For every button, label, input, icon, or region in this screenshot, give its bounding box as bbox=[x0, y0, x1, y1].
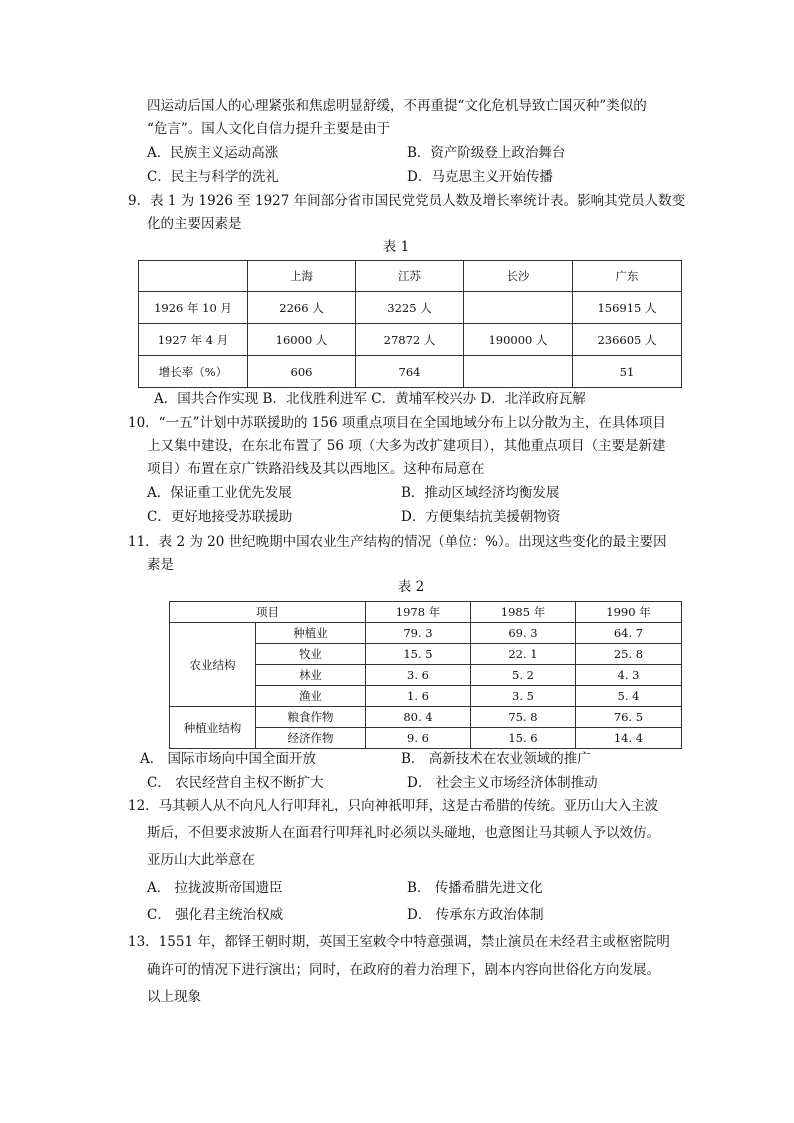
table2-cell: 种植业 bbox=[256, 623, 366, 644]
table2-cell: 15. 5 bbox=[366, 644, 471, 665]
table1-cell: 764 bbox=[356, 356, 464, 388]
table2-header-cell: 1985 年 bbox=[471, 602, 576, 623]
table1-cell: 606 bbox=[248, 356, 356, 388]
table2-cell: 1. 6 bbox=[366, 686, 471, 707]
q9-stem-line2: 化的主要因素是 bbox=[147, 216, 242, 232]
q11-option-c: C． 农民经营自主权不断扩大 bbox=[147, 775, 324, 791]
table1-row bbox=[139, 324, 682, 356]
table2-cell: 76. 5 bbox=[576, 707, 682, 728]
table2-header-cell: 项目 bbox=[170, 602, 366, 623]
q10-option-a: A．保证重工业优先发展 bbox=[147, 485, 292, 501]
q10-option-c: C．更好地接受苏联援助 bbox=[147, 509, 293, 525]
table2-cell: 75. 8 bbox=[471, 707, 576, 728]
table1-row bbox=[139, 356, 682, 388]
q8-option-b: B．资产阶级登上政治舞台 bbox=[407, 145, 566, 161]
table1-cell: 16000 人 bbox=[248, 324, 356, 356]
table2-cell: 牧业 bbox=[256, 644, 366, 665]
table2-cell: 15. 6 bbox=[471, 728, 576, 749]
table1-cell: 51 bbox=[573, 356, 682, 388]
table1 bbox=[138, 260, 682, 388]
table2-cell: 14. 4 bbox=[576, 728, 682, 749]
q8-stem-line1: 四运动后国人的心理紧张和焦虑明显舒缓，不再重提“文化危机导致亡国灭种”类似的 bbox=[147, 98, 647, 114]
table1-cell: 3225 人 bbox=[356, 292, 464, 324]
table2-cell: 5. 4 bbox=[576, 686, 682, 707]
table2-header-row bbox=[170, 602, 682, 623]
q12-option-a: A． 拉拢波斯帝国遗臣 bbox=[147, 880, 283, 896]
q12-option-b: B． 传播希腊先进文化 bbox=[407, 880, 543, 896]
table1-caption: 表 1 bbox=[382, 239, 410, 255]
table1-header-cell bbox=[139, 261, 248, 292]
table2-cell: 5. 2 bbox=[471, 665, 576, 686]
q10-stem-line2: 上又集中建设，在东北布置了 56 项（大多为改扩建项目），其他重点项目（主要是新建 bbox=[147, 438, 666, 454]
table1-header-row bbox=[139, 261, 682, 292]
table2 bbox=[169, 601, 682, 749]
q12-option-d: D． 传承东方政治体制 bbox=[407, 907, 544, 923]
table1-cell: 1926 年 10 月 bbox=[139, 292, 248, 324]
table2-row bbox=[170, 707, 682, 728]
table1-cell: 增长率（%） bbox=[139, 356, 248, 388]
q10-option-d: D．方便集结抗美援朝物资 bbox=[401, 509, 561, 525]
q12-stem-line1: 12．马其顿人从不向凡人行叩拜礼，只向神祇叩拜，这是古希腊的传统。亚历山大入主波 bbox=[128, 798, 659, 814]
table2-cell: 经济作物 bbox=[256, 728, 366, 749]
q8-option-a: A．民族主义运动高涨 bbox=[147, 145, 279, 161]
table1-row bbox=[139, 292, 682, 324]
q13-stem-line1: 13．1551 年，都铎王朝时期，英国王室敕令中特意强调，禁止演员在未经君主或枢密院明 bbox=[128, 934, 670, 950]
table1-cell: 190000 人 bbox=[464, 324, 573, 356]
table2-cell: 80. 4 bbox=[366, 707, 471, 728]
table2-header-cell: 1990 年 bbox=[576, 602, 682, 623]
q9-options: A．国共合作实现 B．北伐胜利进军 C．黄埔军校兴办 D．北洋政府瓦解 bbox=[154, 391, 586, 407]
table2-cell: 9. 6 bbox=[366, 728, 471, 749]
q12-stem-line2: 斯后，不但要求波斯人在面君行叩拜礼时必须以头碰地，也意图让马其顿人予以效仿。 bbox=[147, 825, 660, 841]
table1-cell: 236605 人 bbox=[573, 324, 682, 356]
q10-option-b: B．推动区域经济均衡发展 bbox=[401, 485, 560, 501]
table2-group-label: 种植业结构 bbox=[170, 707, 256, 749]
table1-header-cell: 上海 bbox=[248, 261, 356, 292]
q8-option-c: C．民主与科学的洗礼 bbox=[147, 169, 279, 185]
table2-cell: 25. 8 bbox=[576, 644, 682, 665]
table2-cell: 渔业 bbox=[256, 686, 366, 707]
table1-header-cell: 广东 bbox=[573, 261, 682, 292]
table1-cell: 1927 年 4 月 bbox=[139, 324, 248, 356]
q11-stem-line1: 11．表 2 为 20 世纪晚期中国农业生产结构的情况（单位：%）。出现这些变化的最主要因 bbox=[128, 534, 667, 550]
table2-cell: 22. 1 bbox=[471, 644, 576, 665]
table2-cell: 3. 6 bbox=[366, 665, 471, 686]
table1-cell bbox=[464, 356, 573, 388]
table1-header-cell: 长沙 bbox=[464, 261, 573, 292]
table2-header-cell: 1978 年 bbox=[366, 602, 471, 623]
table2-cell: 粮食作物 bbox=[256, 707, 366, 728]
q10-stem-line1: 10．“一五”计划中苏联援助的 156 项重点项目在全国地域分布上以分散为主，在具体项目 bbox=[128, 415, 666, 431]
table1-cell: 156915 人 bbox=[573, 292, 682, 324]
table1-cell bbox=[464, 292, 573, 324]
q11-stem-line2: 素是 bbox=[147, 557, 174, 573]
table1-header-cell: 江苏 bbox=[356, 261, 464, 292]
q11-option-a: A． 国际市场向中国全面开放 bbox=[140, 751, 317, 767]
table2-row bbox=[170, 623, 682, 644]
table2-cell: 79. 3 bbox=[366, 623, 471, 644]
table1-cell: 2266 人 bbox=[248, 292, 356, 324]
q9-stem-line1: 9．表 1 为 1926 至 1927 年间部分省市国民党党员人数及增长率统计表。影响其党员人数变 bbox=[128, 193, 686, 209]
q12-option-c: C． 强化君主统治权威 bbox=[147, 907, 284, 923]
q8-stem-line2: “危言”。国人文化自信力提升主要是由于 bbox=[147, 121, 391, 137]
q8-option-d: D．马克思主义开始传播 bbox=[407, 169, 553, 185]
q12-stem-line3: 亚历山大此举意在 bbox=[147, 852, 255, 868]
table2-caption: 表 2 bbox=[397, 579, 425, 595]
table2-cell: 64. 7 bbox=[576, 623, 682, 644]
q13-stem-line3: 以上现象 bbox=[147, 989, 201, 1005]
q10-stem-line3: 项目）布置在京广铁路沿线及其以西地区。这种布局意在 bbox=[147, 461, 485, 477]
table2-cell: 林业 bbox=[256, 665, 366, 686]
table2-group-label: 农业结构 bbox=[170, 623, 256, 707]
q13-stem-line2: 确许可的情况下进行演出；同时，在政府的着力治理下，剧本内容向世俗化方向发展。 bbox=[147, 962, 660, 978]
table2-cell: 4. 3 bbox=[576, 665, 682, 686]
table2-cell: 69. 3 bbox=[471, 623, 576, 644]
q11-option-b: B． 高新技术在农业领域的推广 bbox=[401, 751, 591, 767]
q11-option-d: D． 社会主义市场经济体制推动 bbox=[407, 775, 598, 791]
table1-cell: 27872 人 bbox=[356, 324, 464, 356]
table2-cell: 3. 5 bbox=[471, 686, 576, 707]
